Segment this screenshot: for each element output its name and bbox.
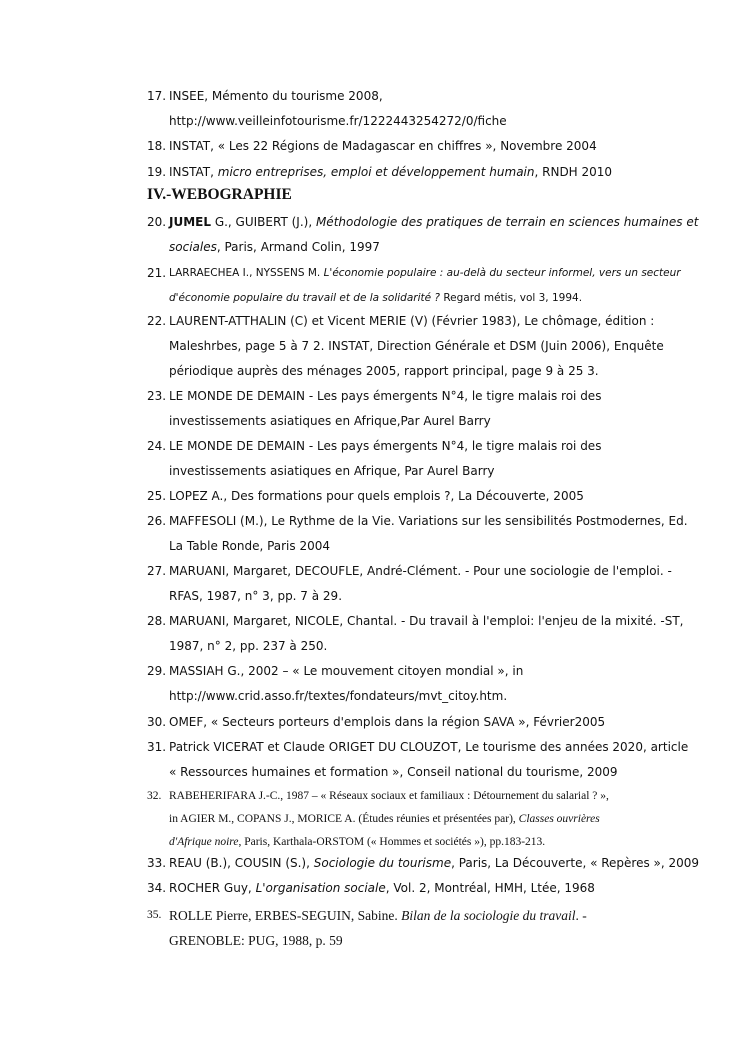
reference-21 [147, 261, 681, 311]
reference-text: investissements asiatiques en Afrique, Par Aurel Barry [169, 464, 495, 478]
reference-number: 21. [147, 266, 167, 280]
section-heading: IV.-WEBOGRAPHIE [147, 186, 292, 203]
reference-url: http://www.veilleinfotourisme.fr/1222443254272/0/fiche [169, 114, 507, 128]
reference-text: OMEF, « Secteurs porteurs d'emplois dans la région SAVA », Février2005 [169, 715, 606, 729]
reference-28 [147, 609, 684, 659]
reference-text: MARUANI, Margaret, DECOUFLE, André-Clément. - Pour une sociologie de l'emploi. - [169, 564, 672, 578]
reference-text: MAFFESOLI (M.), Le Rythme de la Vie. Variations sur les sensibilités Postmodernes, Ed. [169, 514, 688, 528]
reference-text: 1987, n° 2, pp. 237 à 250. [169, 639, 328, 653]
reference-text: d'Afrique noire, Paris, Karthala-ORSTOM (« Hommes et sociétés »), pp.183-213. [169, 836, 546, 848]
reference-text: RABEHERIFARA J.-C., 1987 – « Réseaux sociaux et familiaux : Détournement du salarial ? », [169, 790, 609, 802]
reference-text: d'économie populaire du travail et de la solidarité ? Regard métis, vol 3, 1994. [169, 292, 583, 304]
reference-text: Maleshrbes, page 5 à 7 2. INSTAT, Direction Générale et DSM (Juin 2006), Enquête [169, 339, 664, 353]
reference-number: 35. [147, 909, 162, 921]
reference-text: Patrick VICERAT et Claude ORIGET DU CLOUZOT, Le tourisme des années 2020, article [169, 740, 689, 754]
reference-text: INSEE, Mémento du tourisme 2008, [169, 89, 383, 103]
reference-text: INSTAT, « Les 22 Régions de Madagascar en chiffres », Novembre 2004 [169, 139, 597, 153]
reference-text: périodique auprès des ménages 2005, rapport principal, page 9 à 25 3. [169, 364, 599, 378]
reference-number: 28. [147, 614, 167, 628]
reference-text: JUMEL G., GUIBERT (J.), Méthodologie des pratiques de terrain en sciences humaines et [169, 215, 699, 229]
reference-33 [147, 851, 700, 876]
reference-text: LOPEZ A., Des formations pour quels emplois ?, La Découverte, 2005 [169, 489, 584, 503]
reference-text: ROCHER Guy, L'organisation sociale, Vol. 2, Montréal, HMH, Ltée, 1968 [169, 881, 595, 895]
reference-number: 27. [147, 564, 167, 578]
reference-number: 34. [147, 881, 167, 895]
reference-19 [147, 160, 657, 185]
reference-32 [147, 785, 657, 854]
reference-text: in AGIER M., COPANS J., MORICE A. (Études réunies et présentées par), Classes ouvrières [169, 813, 600, 825]
reference-text: MARUANI, Margaret, NICOLE, Chantal. - Du travail à l'emploi: l'enjeu de la mixité. -ST, [169, 614, 684, 628]
reference-18 [147, 134, 657, 159]
reference-number: 22. [147, 314, 167, 328]
reference-22 [147, 309, 664, 384]
reference-text: LE MONDE DE DEMAIN - Les pays émergents N°4, le tigre malais roi des [169, 439, 602, 453]
reference-number: 19. [147, 165, 167, 179]
reference-number: 26. [147, 514, 167, 528]
reference-text: ROLLE Pierre, ERBES-SEGUIN, Sabine. Bilan de la sociologie du travail. - [169, 908, 587, 923]
reference-number: 31. [147, 740, 167, 754]
reference-text: « Ressources humaines et formation », Conseil national du tourisme, 2009 [169, 765, 618, 779]
reference-number: 30. [147, 715, 167, 729]
reference-31 [147, 735, 689, 785]
reference-text: LAURENT-ATTHALIN (C) et Vicent MERIE (V) (Février 1983), Le chômage, édition : [169, 314, 655, 328]
reference-number: 23. [147, 389, 167, 403]
reference-24 [147, 434, 657, 484]
reference-26 [147, 509, 688, 559]
reference-29 [147, 659, 657, 709]
reference-text: REAU (B.), COUSIN (S.), Sociologie du tourisme, Paris, La Découverte, « Repères », 2009 [169, 856, 700, 870]
reference-text: LARRAECHEA I., NYSSENS M. L'économie populaire : au-delà du secteur informel, vers un secteur [169, 267, 681, 279]
reference-35 [147, 903, 657, 953]
reference-23 [147, 384, 657, 434]
reference-text: LE MONDE DE DEMAIN - Les pays émergents N°4, le tigre malais roi des [169, 389, 602, 403]
reference-number: 18. [147, 139, 167, 153]
reference-text: MASSIAH G., 2002 – « Le mouvement citoyen mondial », in [169, 664, 524, 678]
reference-34 [147, 876, 657, 901]
reference-number: 32. [147, 790, 162, 802]
reference-text: GRENOBLE: PUG, 1988, p. 59 [169, 933, 343, 948]
reference-20 [147, 210, 699, 260]
reference-text: RFAS, 1987, n° 3, pp. 7 à 29. [169, 589, 343, 603]
reference-text: investissements asiatiques en Afrique,Par Aurel Barry [169, 414, 491, 428]
reference-number: 29. [147, 664, 167, 678]
reference-text: La Table Ronde, Paris 2004 [169, 539, 330, 553]
reference-number: 20. [147, 215, 167, 229]
reference-17 [147, 84, 657, 134]
reference-30 [147, 710, 657, 735]
reference-27 [147, 559, 672, 609]
reference-text: INSTAT, micro entreprises, emploi et développement humain, RNDH 2010 [169, 165, 613, 179]
reference-url: http://www.crid.asso.fr/textes/fondateurs/mvt_citoy.htm. [169, 689, 508, 703]
reference-number: 33. [147, 856, 167, 870]
reference-number: 24. [147, 439, 167, 453]
reference-number: 17. [147, 89, 167, 103]
reference-25 [147, 484, 657, 509]
reference-text: sociales, Paris, Armand Colin, 1997 [169, 240, 380, 254]
reference-number: 25. [147, 489, 167, 503]
